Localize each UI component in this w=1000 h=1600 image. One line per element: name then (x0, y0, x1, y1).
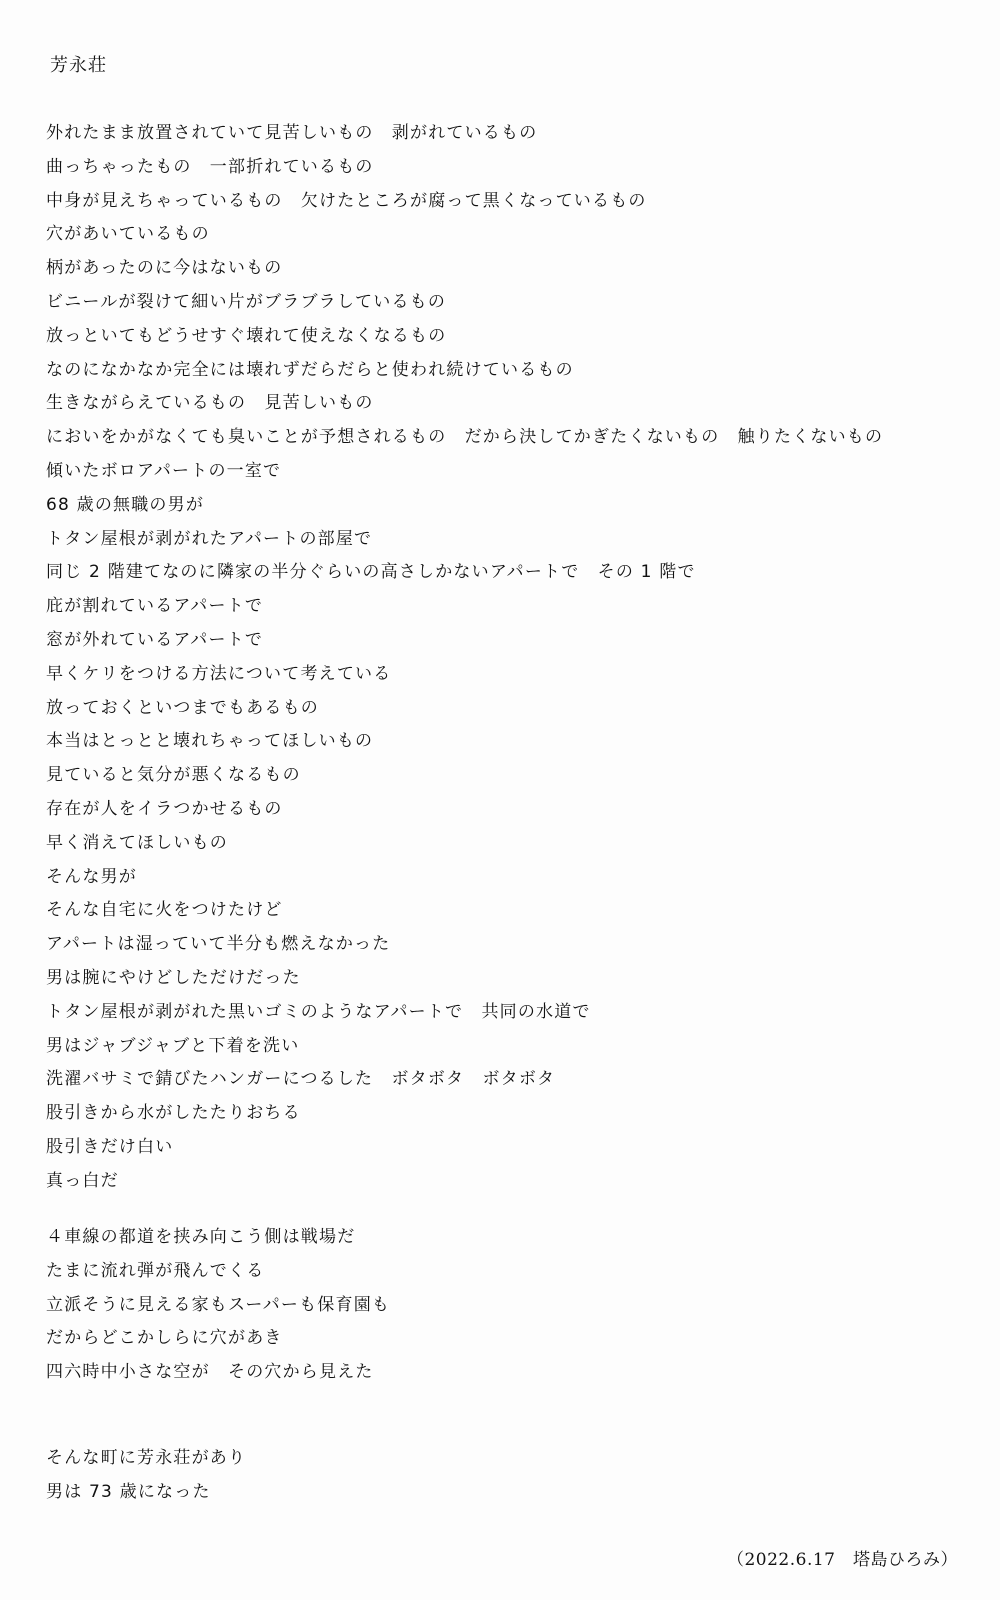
poem-line: ビニールが裂けて細い片がブラブラしているもの (46, 291, 447, 312)
poem-line: 男はジャブジャブと下着を洗い (46, 1035, 300, 1056)
stanza-1 (46, 117, 966, 1199)
poem-line: 穴があいているもの (46, 224, 210, 245)
poem-line: 股引きから水がしたたりおちる (46, 1103, 301, 1124)
poem-line: 早く消えてほしいもの (46, 832, 228, 853)
poem-line: 窓が外れているアパートで (46, 629, 264, 650)
poem-line: 見ていると気分が悪くなるもの (46, 765, 301, 786)
poem-line: 早くケリをつける方法について考えている (46, 663, 392, 684)
poem-line: 四六時中小さな空が その穴から見えた (46, 1362, 374, 1383)
poem-line: 生きながらえているもの 見苦しいもの (46, 393, 374, 414)
poem-line: そんな町に芳永荘があり (46, 1448, 247, 1468)
poem-line: 外れたまま放置されていて見苦しいもの 剥がれているもの (46, 123, 538, 143)
poem-line: トタン屋根が剥がれた黒いゴミのようなアパートで 共同の水道で (46, 1001, 591, 1022)
poem-line: 庇が割れているアパートで (46, 596, 264, 617)
poem-line: 立派そうに見える家もスーパーも保育園も (46, 1294, 391, 1315)
poem-line: 洗濯バサミで錆びたハンガーにつるした ボタボタ ボタボタ (46, 1069, 556, 1090)
poem-line: 曲っちゃったもの 一部折れているもの (46, 156, 374, 177)
poem-line: 68 歳の無職の男が (46, 494, 205, 515)
poem-line: トタン屋根が剥がれたアパートの部屋で (46, 528, 373, 549)
poem-line: 同じ 2 階建てなのに隣家の半分ぐらいの高さしかないアパートで その 1 階で (46, 562, 696, 583)
poem-line: そんな男が (46, 866, 137, 887)
poem-line: 本当はとっとと壊れちゃってほしいもの (46, 731, 374, 752)
poem-line: ４車線の都道を挟み向こう側は戦場だ (46, 1227, 356, 1247)
poem-line: 男は 73 歳になった (46, 1481, 211, 1502)
poem-line: なのになかなか完全には壊れずだらだらと使われ続けているもの (46, 359, 574, 380)
poem-line: そんな自宅に火をつけたけど (46, 900, 283, 921)
poem-title: 芳永荘 (50, 55, 107, 76)
poem-line: 男は腕にやけどしただけだった (46, 967, 301, 988)
stanza-2 (46, 1221, 966, 1390)
poem-line: 中身が見えちゃっているもの 欠けたところが腐って黒くなっているもの (46, 190, 647, 211)
poem-line: 股引きだけ白い (46, 1136, 174, 1157)
signature-date-author: （2022.6.17 塔島ひろみ） (726, 1550, 958, 1570)
poem-line: たまに流れ弾が飛んでくる (46, 1260, 265, 1281)
poem-line: 放っといてもどうせすぐ壊れて使えなくなるもの (46, 325, 447, 346)
poem-line: 傾いたボロアパートの一室で (46, 460, 282, 481)
poem-line: 存在が人をイラつかせるもの (46, 798, 283, 819)
poem-line: 柄があったのに今はないもの (46, 258, 283, 279)
poem-line: アパートは湿っていて半分も燃えなかった (46, 934, 391, 955)
stanza-3 (46, 1442, 966, 1510)
poem-line: 放っておくといつまでもあるもの (46, 697, 319, 718)
poem-line: 真っ白だ (46, 1170, 119, 1191)
poem-line: だからどこかしらに穴があき (46, 1328, 283, 1349)
poem-line: においをかがなくても臭いことが予想されるもの だから決してかぎたくないもの 触りたくないもの (46, 427, 884, 448)
